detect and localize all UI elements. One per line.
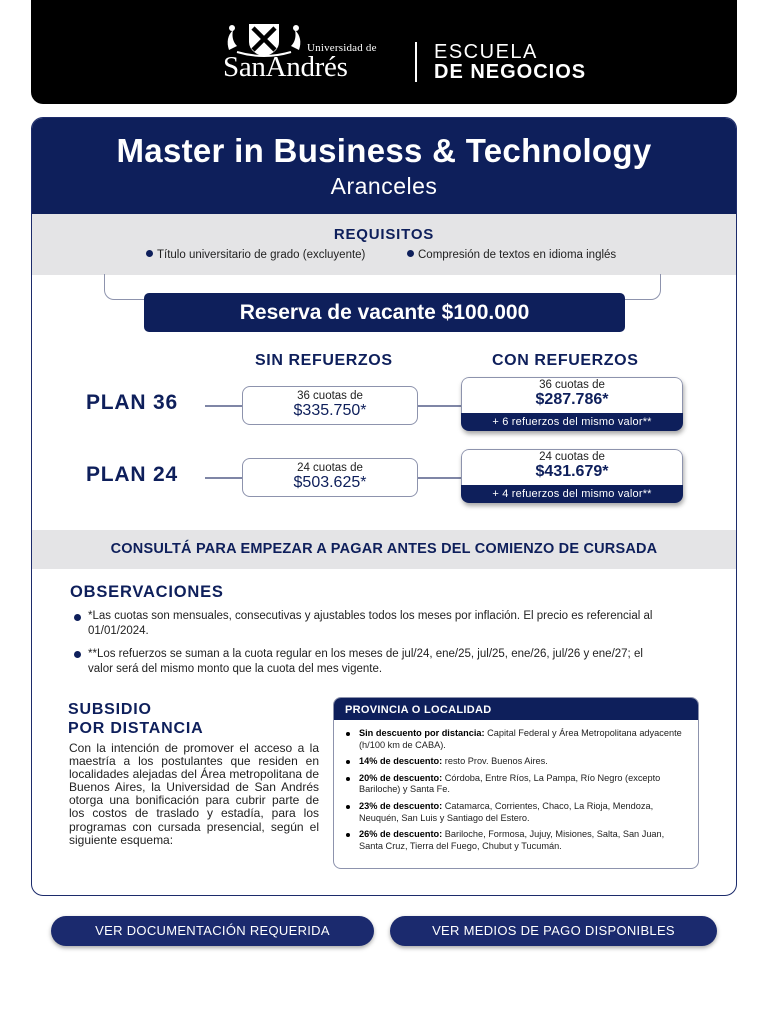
province-discount-item: 14% de descuento: resto Prov. Buenos Aires. xyxy=(346,756,690,768)
consulta-banner: CONSULTÁ PARA EMPEZAR A PAGAR ANTES DEL COMIENZO DE CURSADA xyxy=(32,530,736,569)
installments-count: 24 cuotas de xyxy=(297,462,363,474)
plan-36-label: PLAN 36 xyxy=(86,391,178,414)
bullet-icon xyxy=(74,651,81,658)
requirements-title: REQUISITOS xyxy=(333,226,435,243)
requirement-item: Título universitario de grado (excluyente) xyxy=(146,249,365,261)
bullet-icon xyxy=(407,250,414,257)
view-payment-methods-button[interactable]: VER MEDIOS DE PAGO DISPONIBLES xyxy=(390,916,717,946)
plan-36-sin-refuerzos-box xyxy=(242,386,418,425)
school-name-line1: ESCUELA xyxy=(434,41,538,63)
view-documentation-button[interactable]: VER DOCUMENTACIÓN REQUERIDA xyxy=(51,916,374,946)
bullet-icon xyxy=(146,250,153,257)
university-name: SanAndrés xyxy=(223,51,348,83)
province-discount-item: 20% de descuento: Córdoba, Entre Ríos, La Pampa, Río Negro (excepto Bariloche) y Santa Fe. xyxy=(346,773,690,796)
installments-count: 36 cuotas de xyxy=(539,379,605,391)
province-discount-item: 26% de descuento: Bariloche, Formosa, Jujuy, Misiones, Salta, San Juan, Santa Cruz, Tierra del Fuego, Chubut y Tucumán. xyxy=(346,829,690,852)
installment-amount: $287.786* xyxy=(535,391,609,408)
header-divider xyxy=(415,42,417,82)
program-title: Master in Business & Technology xyxy=(116,132,652,169)
program-subtitle: Aranceles xyxy=(330,173,438,199)
university-name-small: Universidad de xyxy=(307,42,377,54)
province-discount-item: Sin descuento por distancia: Capital Federal y Área Metropolitana adyacente (h/100 km de CABA). xyxy=(346,728,690,751)
header-banner xyxy=(31,0,737,104)
province-discount-item: 23% de descuento: Catamarca, Corrientes, Chaco, La Rioja, Mendoza, Neuquén, San Luis y Santiago del Estero. xyxy=(346,801,690,824)
plan-36-con-refuerzos-box xyxy=(461,377,683,431)
installment-amount: $431.679* xyxy=(535,463,609,480)
school-name-line2: DE NEGOCIOS xyxy=(434,61,587,83)
requirement-item: Compresión de textos en idioma inglés xyxy=(407,249,616,261)
plan-24-sin-refuerzos-box xyxy=(242,458,418,497)
observation-item: **Los refuerzos se suman a la cuota regular en los meses de jul/24, ene/25, jul/25, ene/26, jul/26 y ene/27; el valor será del mismo monto que la cuota del mes vigente. xyxy=(88,648,643,675)
title-band xyxy=(32,118,736,214)
subsidy-description: Con la intención de promover el acceso a la maestría a los postulantes que residen en localidades alejadas del Área metropolitana de Buenos Aires, la Universidad de San Andrés otorga una bonificación para cubrir parte de los costos de traslado y estadía, para los programas con cursada presencial, según el siguiente esquema: xyxy=(69,741,319,847)
installments-count: 36 cuotas de xyxy=(297,390,363,402)
observations-title: OBSERVACIONES xyxy=(70,583,224,601)
pricing-card xyxy=(31,117,737,896)
installment-amount: $503.625* xyxy=(293,474,367,491)
observation-item: *Las cuotas son mensuales, consecutivas y ajustables todos los meses por inflación. El precio es referencial al 01/01/2024. xyxy=(88,610,653,637)
column-header-sin-refuerzos: SIN REFUERZOS xyxy=(255,352,393,369)
requirements-band xyxy=(32,214,736,275)
plan-24-con-refuerzos-box xyxy=(461,449,683,503)
subsidy-title: SUBSIDIO POR DISTANCIA xyxy=(68,701,204,737)
refuerzos-note: + 6 refuerzos del mismo valor** xyxy=(461,413,683,431)
plan-24-label: PLAN 24 xyxy=(86,463,178,486)
refuerzos-note: + 4 refuerzos del mismo valor** xyxy=(461,485,683,503)
province-discount-table xyxy=(333,697,699,869)
reservation-fee-banner: Reserva de vacante $100.000 xyxy=(144,293,625,332)
bullet-icon xyxy=(74,614,81,621)
installment-amount: $335.750* xyxy=(293,402,367,419)
column-header-con-refuerzos: CON REFUERZOS xyxy=(492,352,639,369)
province-table-header: PROVINCIA O LOCALIDAD xyxy=(334,698,698,720)
installments-count: 24 cuotas de xyxy=(539,451,605,463)
